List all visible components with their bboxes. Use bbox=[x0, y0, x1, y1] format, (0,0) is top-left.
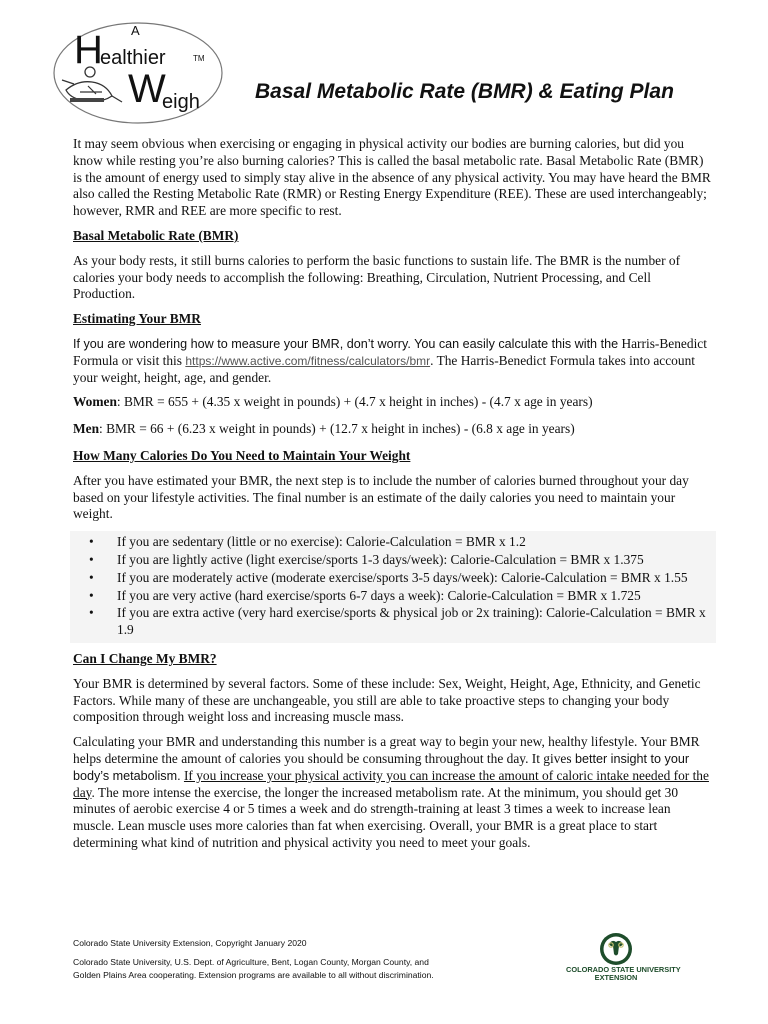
change-text-end: . The more intense the exercise, the longer the increased metabolism rate. At the minimum, you should get 30 minutes of aerobic exercise 4 or 5 times a week and do strength-training at least 3 times a week to increase lean muscle. Lean muscle uses more calories than fat when exercising. Overall, your BMR is a great place to start determining what kind of nutrition and physical activity you need to meet your goals. bbox=[73, 784, 679, 850]
men-formula-text: : BMR = 66 + (6.23 x weight in pounds) + (12.7 x height in inches) - (6.8 x age in years) bbox=[99, 421, 575, 437]
change-text-start: Calculating your BMR and understanding this number is a great way to begin your new, healthy lifestyle. Your BMR helps determine the amount of calories you should be consuming throughout the day. It gives bbox=[73, 734, 700, 766]
healthier-weigh-logo bbox=[52, 20, 224, 125]
men-formula bbox=[73, 421, 713, 438]
bmr-calculator-link[interactable]: https://www.active.com/fitness/calculators/bmr bbox=[185, 353, 431, 368]
activity-multiplier-list bbox=[73, 534, 713, 639]
logo-letter-w: W bbox=[128, 67, 166, 111]
footer-line-2: Colorado State University, U.S. Dept. of Agriculture, Bent, Logan County, Morgan County, and bbox=[73, 957, 429, 967]
men-label: Men bbox=[73, 421, 100, 437]
estimating-paragraph bbox=[73, 336, 713, 386]
change-paragraph-2 bbox=[73, 734, 713, 852]
activity-multiplier-list-box bbox=[70, 531, 716, 643]
logo-letter-a: A bbox=[131, 23, 140, 38]
women-formula-text: : BMR = 655 + (4.35 x weight in pounds) + (4.7 x height in inches) - (4.7 x age in years) bbox=[116, 394, 593, 410]
maintain-paragraph: After you have estimated your BMR, the next step is to include the number of calories burned throughout your day based on your lifestyle activities. The final number is an estimate of the daily calories you need to maintain your weight. bbox=[73, 472, 689, 522]
heading-maintain-weight: How Many Calories Do You Need to Maintain Your Weight bbox=[73, 447, 411, 463]
heading-bmr: Basal Metabolic Rate (BMR) bbox=[73, 227, 239, 243]
footer-line-3: Golden Plains Area cooperating. Extension programs are available to all without discrimination. bbox=[73, 970, 434, 980]
page-title: Basal Metabolic Rate (BMR) & Eating Plan bbox=[255, 80, 674, 103]
women-formula bbox=[73, 394, 713, 411]
logo-eigh: eigh bbox=[162, 91, 200, 113]
list-item: • If you are moderately active (moderate exercise/sports 3-5 days/week): Calorie-Calculation = BMR x 1.55 bbox=[117, 570, 713, 587]
list-item: • If you are very active (hard exercise/sports 6-7 days a week): Calorie-Calculation = BMR x 1.725 bbox=[117, 588, 713, 605]
list-item: • If you are sedentary (little or no exercise): Calorie-Calculation = BMR x 1.2 bbox=[117, 534, 713, 551]
csu-extension-logo bbox=[566, 932, 681, 986]
csu-name-line-2: EXTENSION bbox=[594, 973, 638, 982]
change-paragraph-1: Your BMR is determined by several factors. Some of these include: Sex, Weight, Height, Age, Ethnicity, and Genetic Factors. While many of these are unchangeable, you still are able to take proactive steps to changing your body composition through weight loss and increasing muscle mass. bbox=[73, 675, 701, 725]
logo-trademark: TM bbox=[193, 54, 205, 63]
csu-ram-icon bbox=[599, 932, 633, 966]
list-item: • If you are lightly active (light exercise/sports 1-3 days/week): Calorie-Calculation = BMR x 1.375 bbox=[117, 552, 713, 569]
intro-paragraph: It may seem obvious when exercising or engaging in physical activity our bodies are burning calories, but did you know while resting you’re also burning calories? This is called the basal metabolic rate. Basal Metabolic Rate (BMR) is the amount of energy used to simply stay alive in the absence of any physical activity. You may have heard the BMR also called the Resting Metabolic Rate (RMR) or Resting Energy Expenditure (REE). These are used interchangeably; however, RMR and REE are more specific to rest. bbox=[73, 136, 711, 219]
estimating-text-mid: Harris-Benedict Formula or visit this bbox=[73, 335, 707, 368]
document-body bbox=[73, 136, 713, 860]
csu-name-line-1: COLORADO STATE UNIVERSITY bbox=[566, 965, 681, 974]
change-text-underlined: If you increase your physical activity you can increase the amount of caloric intake needed for the day bbox=[73, 767, 709, 800]
women-label: Women bbox=[73, 394, 117, 410]
change-text-metabolism: better insight to your body’s metabolism. bbox=[73, 751, 690, 783]
footer bbox=[73, 937, 543, 982]
logo-letter-h: H bbox=[74, 28, 103, 72]
list-item: • If you are extra active (very hard exercise/sports & physical job or 2x training): Calorie-Calculation = BMR x 1.9 bbox=[117, 605, 713, 639]
logo-ealthier: ealthier bbox=[100, 47, 166, 69]
heading-change-bmr: Can I Change My BMR? bbox=[73, 650, 217, 666]
heading-estimating: Estimating Your BMR bbox=[73, 311, 201, 327]
estimating-text-end: . The Harris-Benedict Formula takes into account your weight, height, age, and gender. bbox=[73, 352, 695, 385]
footer-copyright: Colorado State University Extension, Copyright January 2020 bbox=[73, 938, 307, 948]
bmr-paragraph: As your body rests, it still burns calories to perform the basic functions to sustain life. The BMR is the number of calories your body needs to accomplish the following: Breathing, Circulation, Nutrient Processing, and Cell Production. bbox=[73, 252, 681, 302]
estimating-text-start: If you are wondering how to measure your BMR, don’t worry. You can easily calculate this with the bbox=[73, 336, 619, 351]
